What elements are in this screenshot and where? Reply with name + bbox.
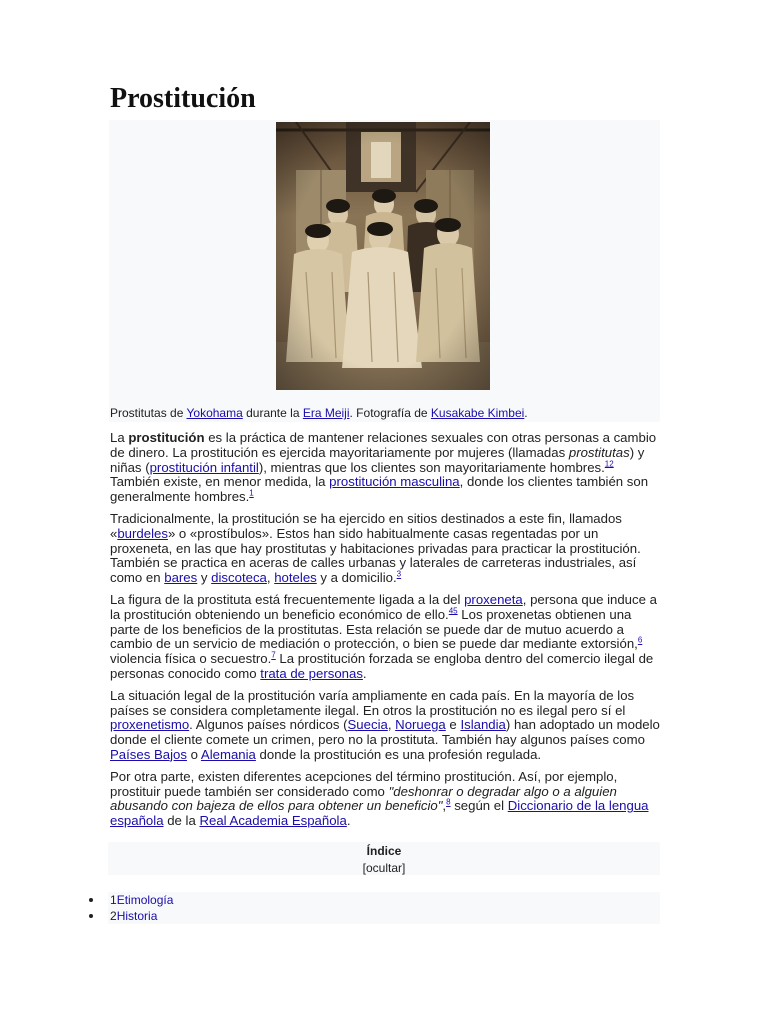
link-proxeneta[interactable]: proxeneta — [464, 591, 523, 607]
article-body — [110, 431, 660, 836]
toc-item-number: 2 — [110, 909, 117, 923]
body-text: Por otra parte, existen diferentes acepciones del término prostitución. Así, por ejemplo, prostituir puede también ser considerado como — [110, 768, 618, 799]
body-text: e — [445, 717, 461, 733]
reference-link[interactable]: 8 — [446, 797, 451, 807]
caption-text: durante la — [242, 406, 303, 420]
link-bares[interactable]: bares — [164, 570, 198, 586]
body-text: ) han adoptado un modelo donde el cliente comete un crimen, pero no la prostituta. También hay algunos países como — [110, 717, 660, 748]
paragraph-acepciones — [110, 770, 660, 829]
toc-item[interactable] — [108, 892, 660, 908]
caption-text: . — [524, 406, 528, 420]
reference-link[interactable]: 12 — [604, 459, 614, 469]
page-title: Prostitución — [110, 80, 660, 123]
link-suecia[interactable]: Suecia — [347, 717, 388, 733]
link-real-academia[interactable]: Real Academia Española — [199, 813, 347, 829]
body-text: , — [442, 798, 447, 814]
toc-toggle-link[interactable]: [ocultar] — [362, 861, 406, 875]
body-text: . — [346, 813, 351, 829]
reference-link[interactable]: 7 — [271, 650, 276, 660]
body-text: es la práctica de mantener relaciones sexuales con otras personas a cambio de dinero. La prostitución es ejercida mayoritariamente por mujeres (llamadas — [110, 430, 657, 460]
link-paises-bajos[interactable]: Países Bajos — [110, 746, 187, 762]
reference-link[interactable]: 3 — [396, 569, 402, 579]
toc-item-number: 1 — [110, 893, 117, 907]
body-text: y — [197, 570, 212, 586]
body-text: donde la prostitución es una profesión regulada. — [255, 746, 542, 762]
body-text: » o «prostíbulos». Estos han sido habitualmente casas regentadas por un proxeneta, en las que hay prostitutas y habitaciones privadas para practicar la prostitución. También se practica en aceras de calles urbanas y laterales de carreteras industriales, así como en — [110, 525, 641, 586]
link-burdeles[interactable]: burdeles — [117, 525, 168, 541]
body-text: , persona que induce a la prostitución obteniendo un beneficio económico de ello. — [110, 591, 657, 622]
bold-term: prostitución — [128, 430, 205, 445]
body-text: . Algunos países nórdicos ( — [189, 717, 348, 733]
toc-link-etimologia[interactable]: Etimología — [116, 893, 174, 907]
link-trata-de-personas[interactable]: trata de personas — [260, 665, 363, 681]
link-prostitucion-infantil[interactable]: prostitución infantil — [149, 459, 259, 475]
body-text: , — [266, 570, 275, 586]
body-text: , — [387, 717, 396, 733]
italic-quote: "deshonrar o degradar algo o a alguien abusando con bajeza de ellos para obtener un beneficio" — [110, 783, 617, 814]
link-hoteles[interactable]: hoteles — [274, 570, 317, 586]
body-text: o — [186, 746, 201, 762]
toc-link-historia[interactable]: Historia — [116, 909, 158, 923]
body-text: La — [110, 430, 129, 445]
link-prostitucion-masculina[interactable]: prostitución masculina — [329, 474, 460, 490]
toc-item[interactable] — [108, 908, 660, 924]
link-proxenetismo[interactable]: proxenetismo — [110, 717, 190, 733]
body-text: de la — [163, 813, 200, 829]
body-text: violencia física o secuestro. — [110, 651, 272, 667]
caption-text: Prostitutas de — [110, 406, 187, 420]
body-text: La figura de la prostituta está frecuentemente ligada a la del — [110, 591, 465, 607]
link-noruega[interactable]: Noruega — [395, 717, 446, 733]
paragraph-intro — [110, 431, 660, 505]
body-text: . — [362, 665, 367, 681]
body-text: , donde los clientes también son generalmente hombres. — [110, 474, 649, 505]
link-islandia[interactable]: Islandia — [460, 717, 506, 733]
caption-text: . Fotografía de — [349, 406, 431, 420]
reference-link[interactable]: 45 — [448, 606, 458, 616]
toc-list — [108, 892, 660, 924]
body-text: y a domicilio. — [316, 570, 397, 586]
reference-link[interactable]: 1 — [249, 488, 254, 498]
body-text: según el — [450, 798, 508, 814]
figure-caption — [110, 406, 528, 420]
body-text: Los proxenetas obtienen una parte de los beneficios de la prostitutas. Esta relación se puede dar de mutuo acuerdo a cambio de un servicio de mediación o protección, o bien se puede dar mediante extorsión, — [110, 606, 638, 652]
paragraph-lugares — [110, 512, 660, 586]
reference-link[interactable]: 6 — [637, 635, 643, 645]
sepia-photograph-image[interactable] — [276, 122, 490, 390]
body-text: ), mientras que los clientes son mayoritariamente hombres. — [258, 459, 605, 475]
paragraph-proxeneta — [110, 593, 660, 682]
table-of-contents — [108, 842, 660, 875]
link-yokohama[interactable]: Yokohama — [186, 406, 243, 420]
body-text: Tradicionalmente, la prostitución se ha ejercido en sitios destinados a este fin, llamados « — [110, 510, 622, 541]
link-kusakabe-kimbei[interactable]: Kusakabe Kimbei — [430, 406, 525, 420]
link-era-meiji[interactable]: Era Meiji — [302, 406, 350, 420]
italic-term: prostitutas — [568, 444, 630, 460]
toc-title: Índice — [366, 844, 402, 858]
link-discoteca[interactable]: discoteca — [211, 570, 267, 586]
body-text: La situación legal de la prostitución varía ampliamente en cada país. En la mayoría de los países se considera completamente ilegal. En otros la prostitución no es ilegal pero sí el — [110, 687, 635, 718]
link-diccionario[interactable]: Diccionario de la lengua española — [110, 798, 649, 829]
body-text: ) y niñas ( — [110, 444, 645, 475]
link-alemania[interactable]: Alemania — [200, 746, 256, 762]
lead-figure — [109, 120, 660, 422]
body-text: También existe, en menor medida, la — [110, 474, 330, 490]
body-text: La prostitución forzada se engloba dentro del comercio ilegal de personas conocido como — [110, 651, 654, 681]
paragraph-legal — [110, 689, 660, 763]
